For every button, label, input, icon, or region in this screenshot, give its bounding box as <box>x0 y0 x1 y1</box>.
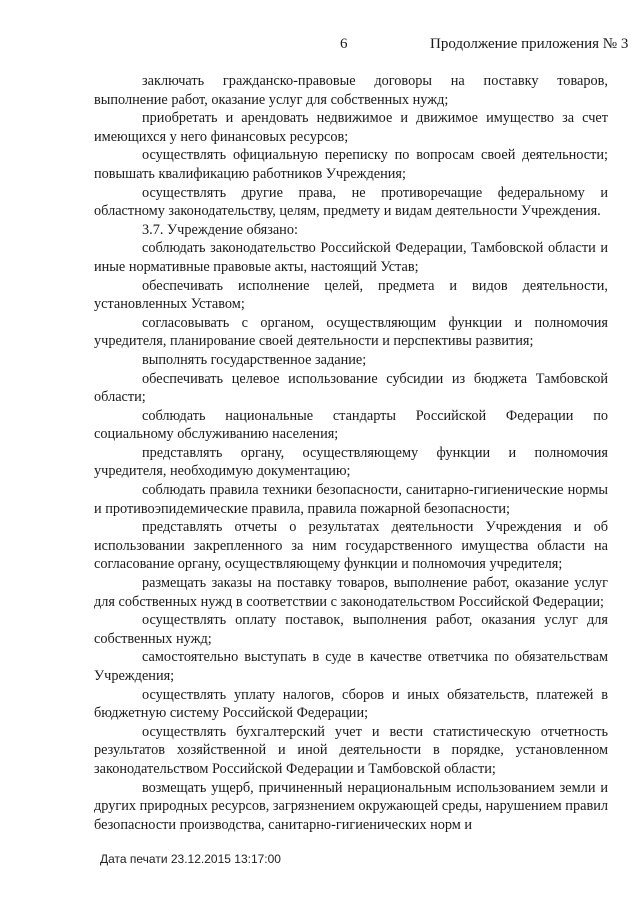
body-paragraph: осуществлять официальную переписку по вопросам своей деятельности; повышать квалификацию работников Учреждения; <box>94 147 608 182</box>
body-paragraph: осуществлять бухгалтерский учет и вести статистическую отчетность результатов хозяйственной и иной деятельности в порядке, установленном законодательством Российской Федерации и Тамбовской области; <box>94 723 608 777</box>
appendix-continuation: Продолжение приложения № 3 <box>430 36 629 52</box>
body-paragraph: согласовывать с органом, осуществляющим функции и полномочия учредителя, планирование своей деятельности и перспективы развития; <box>94 314 608 350</box>
print-date: Дата печати 23.12.2015 13:17:00 <box>100 852 281 866</box>
body-paragraph: 3.7. Учреждение обязано: <box>142 221 298 238</box>
body-paragraph: соблюдать правила техники безопасности, санитарно-гигиенические нормы и противоэпидемические правила, правила пожарной безопасности; <box>94 482 608 517</box>
body-paragraph: выполнять государственное задание; <box>142 351 367 368</box>
body-paragraph: представлять отчеты о результатах деятельности Учреждения и об использовании закрепленного за ним государственного имущества области на согласование органу, осуществляющему функции и полномочия учредителя; <box>94 519 608 573</box>
body-paragraph: размещать заказы на поставку товаров, выполнение работ, оказание услуг для собственных нужд в соответствии с законодательством Российской Федерации; <box>94 575 608 610</box>
page-number: 6 <box>340 36 348 52</box>
body-paragraph: осуществлять оплату поставок, выполнения работ, оказания услуг для собственных нужд; <box>94 612 608 647</box>
body-paragraph: соблюдать законодательство Российской Федерации, Тамбовской области и иные нормативные правовые акты, настоящий Устав; <box>94 240 608 275</box>
body-paragraph: осуществлять уплату налогов, сборов и иных обязательств, платежей в бюджетную систему Российской Федерации; <box>94 686 608 722</box>
body-paragraph: обеспечивать целевое использование субсидии из бюджета Тамбовской области; <box>94 370 608 406</box>
page-header <box>0 36 640 58</box>
body-paragraph: самостоятельно выступать в суде в качестве ответчика по обязательствам Учреждения; <box>94 649 608 684</box>
document-body <box>94 72 608 834</box>
body-paragraph: обеспечивать исполнение целей, предмета и видов деятельности, установленных Уставом; <box>94 277 608 313</box>
body-paragraph: осуществлять другие права, не противоречащие федеральному и областному законодательству, целям, предмету и видам деятельности Учреждения. <box>94 184 608 220</box>
body-paragraph: приобретать и арендовать недвижимое и движимое имущество за счет имеющихся у него финансовых ресурсов; <box>94 110 608 145</box>
body-paragraph: заключать гражданско-правовые договоры на поставку товаров, выполнение работ, оказание услуг для собственных нужд; <box>94 73 608 108</box>
body-paragraph: соблюдать национальные стандарты Российской Федерации по социальному обслуживанию населения; <box>94 407 608 443</box>
body-paragraph: представлять органу, осуществляющему функции и полномочия учредителя, необходимую документацию; <box>94 444 608 480</box>
body-paragraph: возмещать ущерб, причиненный нерациональным использованием земли и других природных ресурсов, загрязнением окружающей среды, нарушением правил безопасности производства, санитарно-гигиенических норм и <box>94 779 608 833</box>
print-date-footer <box>100 852 281 866</box>
